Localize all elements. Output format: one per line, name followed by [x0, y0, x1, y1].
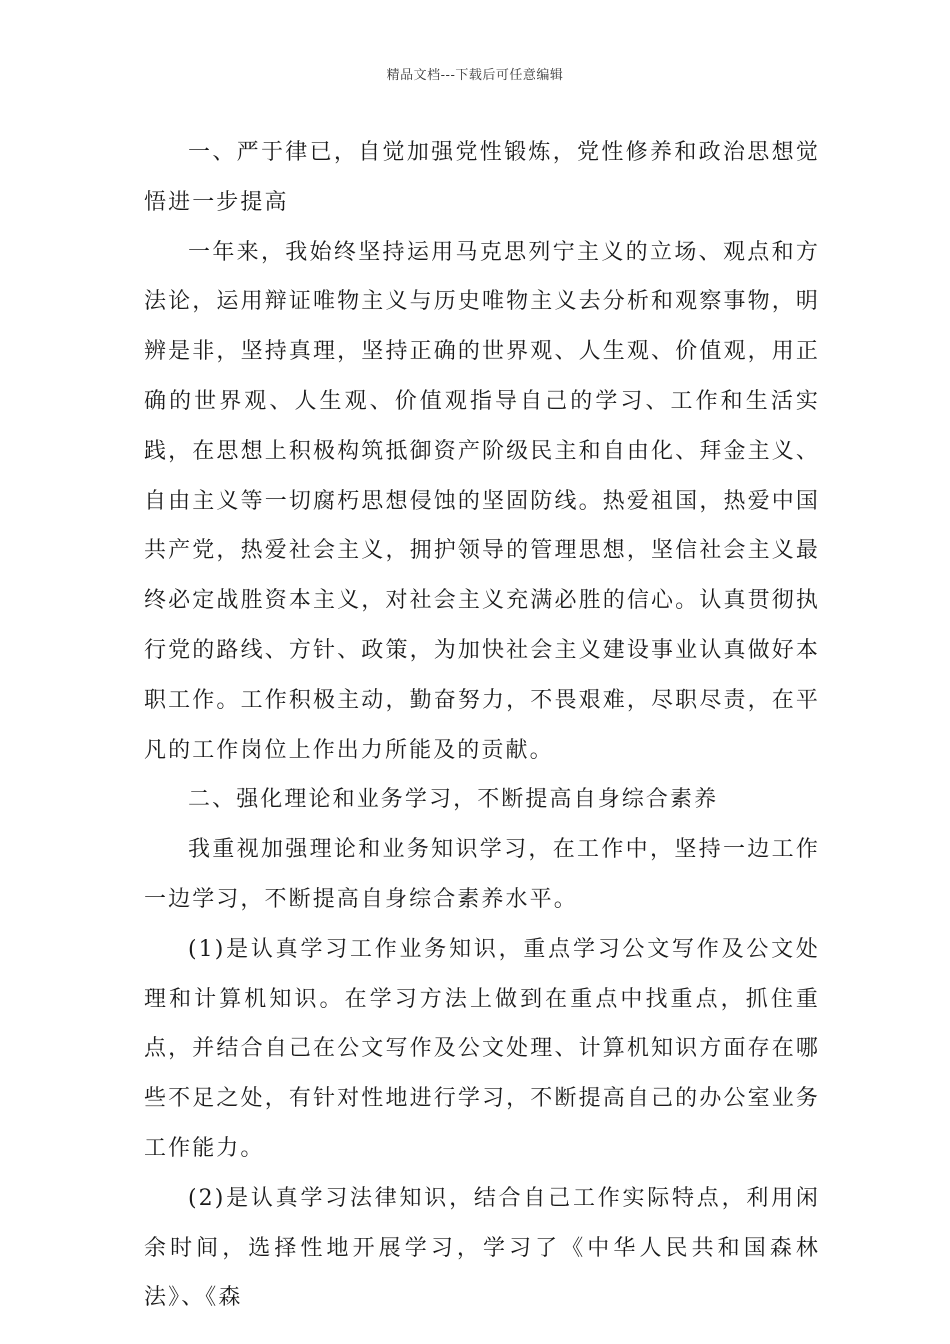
paragraph: (2)是认真学习法律知识，结合自己工作实际特点，利用闲余时间，选择性地开展学习，学习了《中华人民共和国森林法》、《森 — [144, 1185, 820, 1311]
paragraph: (1)是认真学习工作业务知识，重点学习公文写作及公文处理和计算机知识。在学习方法上做到在重点中找重点，抓住重点，并结合自己在公文写作及公文处理、计算机知识方面存在哪些不足之处，有针对性地进行学习，不断提高自己的办公室业务工作能力。 — [144, 936, 820, 1161]
paragraph: 一年来，我始终坚持运用马克思列宁主义的立场、观点和方法论，运用辩证唯物主义与历史唯物主义去分析和观察事物，明辨是非，坚持真理，坚持正确的世界观、人生观、价值观，用正确的世界观、人生观、价值观指导自己的学习、工作和生活实践，在思想上积极构筑抵御资产阶级民主和自由化、拜金主义、自由主义等一切腐朽思想侵蚀的坚固防线。热爱祖国，热爱中国共产党，热爱社会主义，拥护领导的管理思想，坚信社会主义最终必定战胜资本主义，对社会主义充满必胜的信心。认真贯彻执行党的路线、方针、政策，为加快社会主义建设事业认真做好本职工作。工作积极主动，勤奋努力，不畏艰难，尽职尽责，在平凡的工作岗位上作出力所能及的贡献。 — [144, 239, 820, 763]
paragraph: 我重视加强理论和业务知识学习，在工作中，坚持一边工作一边学习，不断提高自身综合素养水平。 — [144, 837, 820, 912]
section-heading-1: 一、严于律已，自觉加强党性锻炼，党性修养和政治思想觉悟进一步提高 — [144, 140, 820, 215]
page-header: 精品文档---下载后可任意编辑 — [386, 68, 564, 83]
section-heading-2: 二、强化理论和业务学习，不断提高自身综合素养 — [188, 787, 719, 813]
document-body — [144, 128, 820, 1323]
